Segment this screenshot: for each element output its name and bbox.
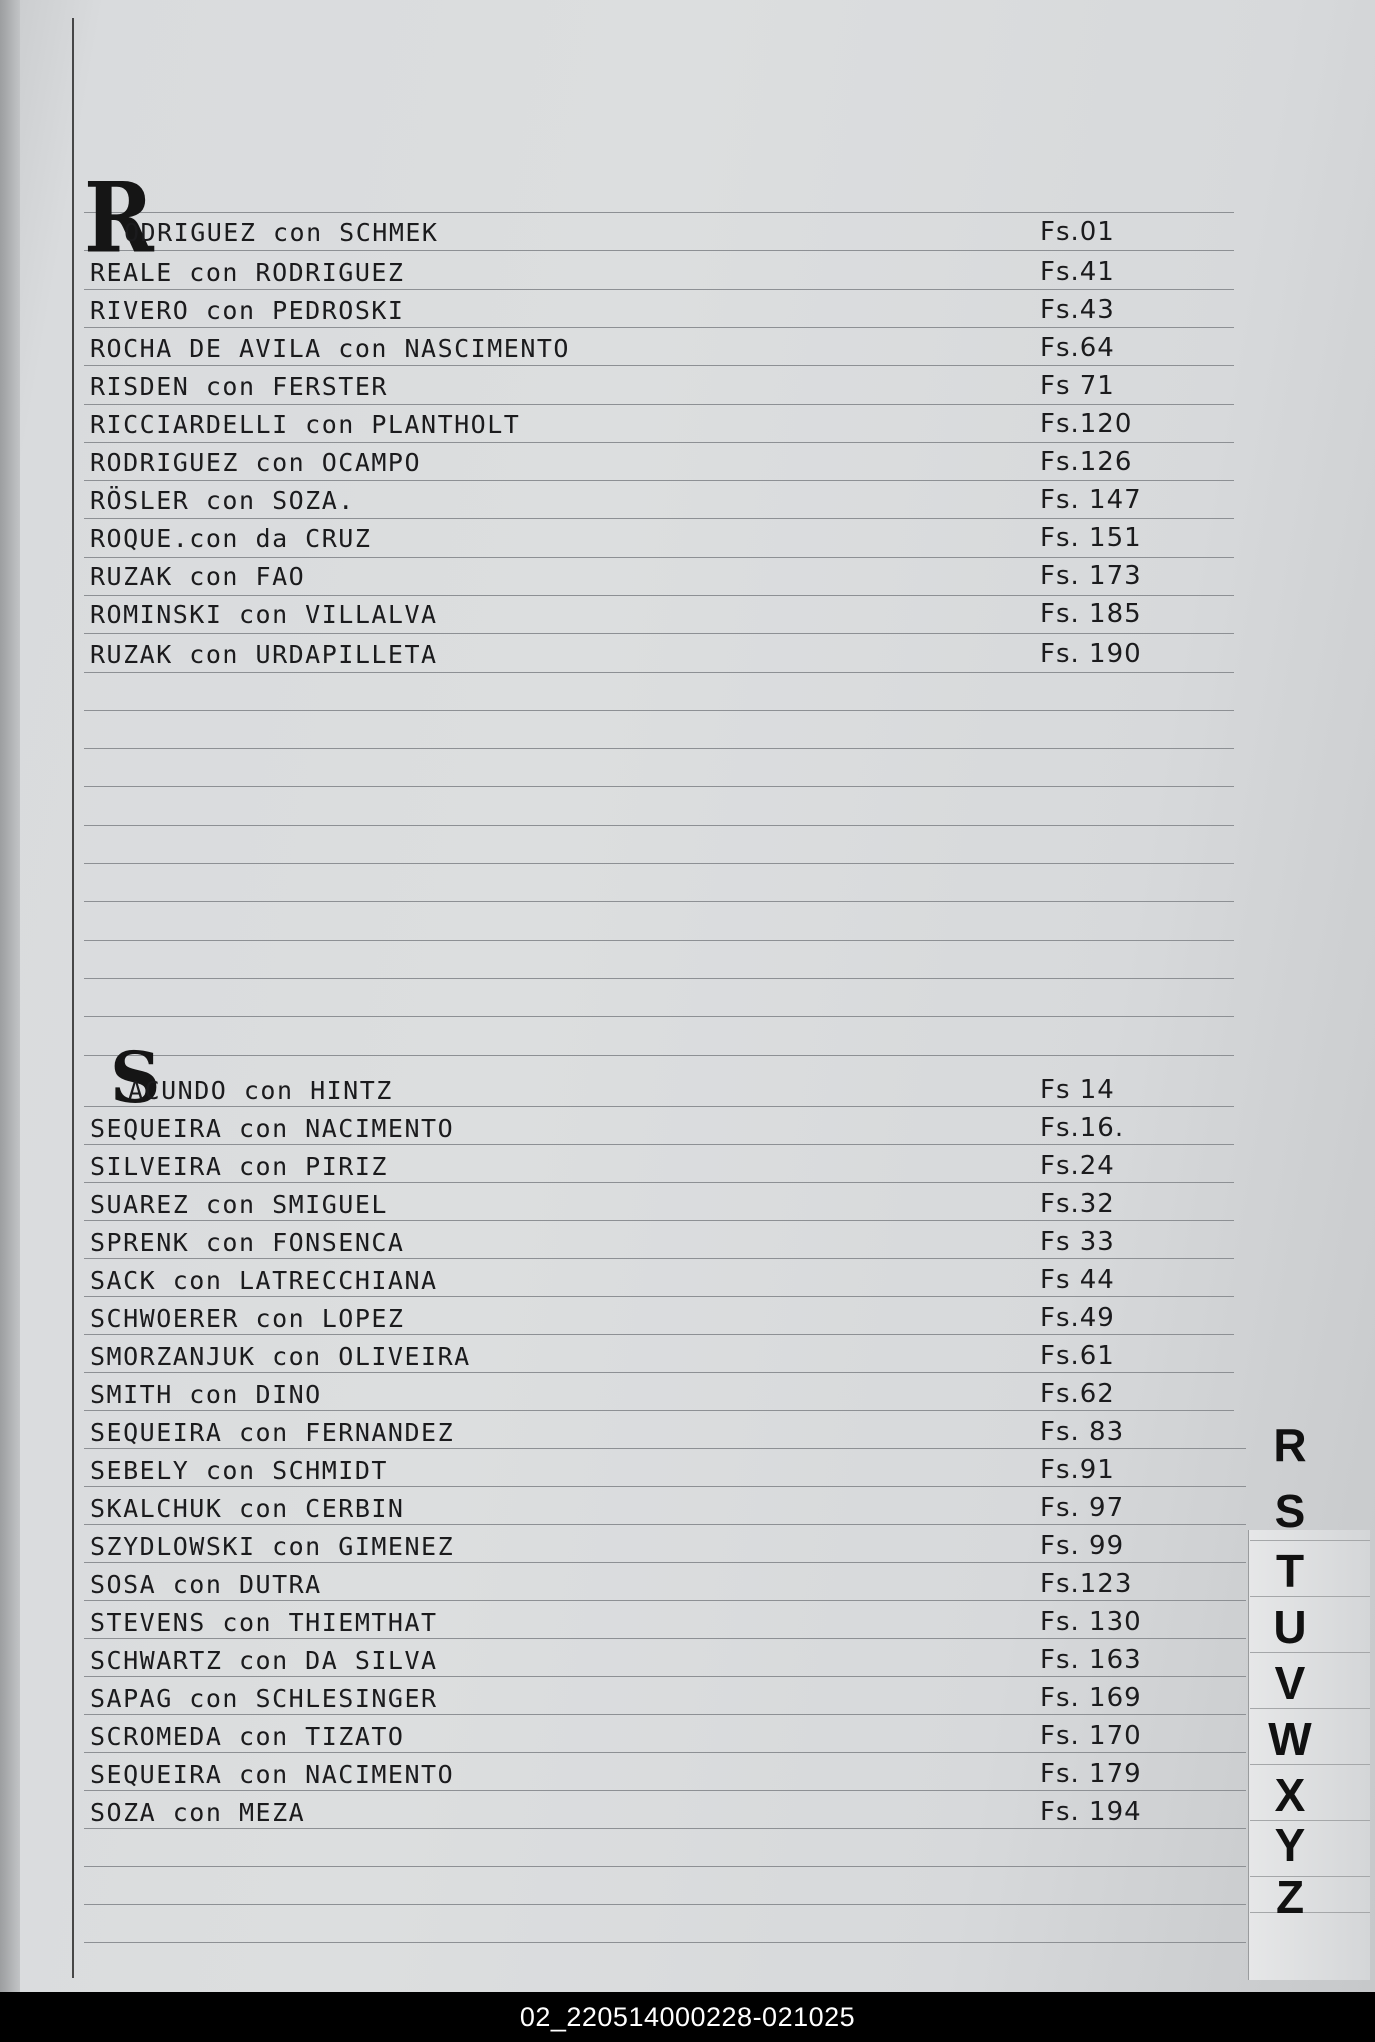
entry-name: SEQUEIRA con NACIMENTO <box>90 1760 455 1789</box>
ruled-line <box>84 1904 1246 1905</box>
entry-folio: Fs.61 <box>1040 1341 1115 1371</box>
ruled-line <box>84 480 1234 481</box>
index-entry <box>0 1756 1240 1790</box>
ruled-line <box>84 1410 1234 1411</box>
ruled-line <box>84 1942 1246 1943</box>
entry-folio: Fs.24 <box>1040 1151 1115 1181</box>
entry-folio: Fs. 97 <box>1040 1493 1125 1523</box>
ruled-line <box>84 1144 1234 1145</box>
index-entry <box>0 1718 1240 1752</box>
entry-folio: Fs.62 <box>1040 1379 1115 1409</box>
section-initial-s: S <box>110 1036 161 1119</box>
entry-folio: Fs 44 <box>1040 1265 1115 1295</box>
entry-name: SPRENK con FONSENCA <box>90 1228 405 1257</box>
scan-id-footer: 02_220514000228-021025 <box>0 1992 1375 2042</box>
entry-folio: Fs 71 <box>1040 371 1115 401</box>
entry-name: SEBELY con SCHMIDT <box>90 1456 388 1485</box>
index-entry <box>0 1642 1240 1676</box>
entry-name: ROMINSKI con VILLALVA <box>90 600 438 629</box>
index-entry <box>0 1110 1240 1144</box>
entry-folio: Fs. 173 <box>1040 561 1142 591</box>
ruled-line <box>84 672 1234 673</box>
ruled-line <box>84 1828 1246 1829</box>
ruled-line <box>84 289 1234 290</box>
entry-name: ODRIGUEZ con SCHMEK <box>124 218 439 247</box>
index-tab-y[interactable]: Y <box>1274 1819 1306 1871</box>
ruled-line <box>84 748 1234 749</box>
ruled-line <box>84 786 1234 787</box>
ruled-line <box>84 365 1234 366</box>
index-entry <box>0 1224 1240 1258</box>
index-entry <box>0 1300 1240 1334</box>
index-entry <box>0 1490 1240 1524</box>
entry-name: SILVEIRA con PIRIZ <box>90 1152 388 1181</box>
ruled-line <box>84 978 1234 979</box>
entry-name: SZYDLOWSKI con GIMENEZ <box>90 1532 455 1561</box>
index-tab-x[interactable]: X <box>1274 1769 1306 1821</box>
ruled-line <box>84 1562 1246 1563</box>
index-entry <box>0 1338 1240 1372</box>
ruled-line <box>84 710 1234 711</box>
index-entry <box>0 1680 1240 1714</box>
entry-folio: Fs.91 <box>1040 1455 1115 1485</box>
index-tab-z[interactable]: Z <box>1275 1871 1305 1923</box>
entry-folio: Fs. 147 <box>1040 485 1142 515</box>
ruled-line <box>84 1714 1246 1715</box>
ruled-line <box>84 901 1234 902</box>
entry-folio: Fs.43 <box>1040 295 1115 325</box>
entry-name: ACUNDO con HINTZ <box>128 1076 393 1105</box>
ruled-line <box>84 1524 1246 1525</box>
entry-folio: Fs.01 <box>1040 217 1115 247</box>
index-entry <box>0 1794 1240 1828</box>
entry-name: RISDEN con FERSTER <box>90 372 388 401</box>
entry-folio: Fs.41 <box>1040 257 1115 287</box>
entry-folio: Fs. 163 <box>1040 1645 1142 1675</box>
entry-folio: Fs. 179 <box>1040 1759 1142 1789</box>
index-entry <box>0 292 1240 326</box>
entry-name: SCHWOERER con LOPEZ <box>90 1304 405 1333</box>
entry-name: STEVENS con THIEMTHAT <box>90 1608 438 1637</box>
index-tab-u[interactable]: U <box>1273 1601 1307 1653</box>
index-entry <box>0 254 1240 288</box>
entry-name: SEQUEIRA con NACIMENTO <box>90 1114 455 1143</box>
ruled-line <box>84 1296 1234 1297</box>
entry-folio: Fs. 170 <box>1040 1721 1142 1751</box>
entry-name: SUAREZ con SMIGUEL <box>90 1190 388 1219</box>
index-entry <box>0 1604 1240 1638</box>
entry-name: SAPAG con SCHLESINGER <box>90 1684 438 1713</box>
ruled-line <box>84 518 1234 519</box>
index-entry <box>0 214 1240 248</box>
index-tab-w[interactable]: W <box>1268 1713 1312 1765</box>
tab-divider <box>1250 1540 1370 1541</box>
entry-name: RUZAK con FAO <box>90 562 306 591</box>
index-entry <box>0 1262 1240 1296</box>
ruled-line <box>84 327 1234 328</box>
index-entry <box>0 1414 1240 1448</box>
ruled-line <box>84 633 1234 634</box>
entry-name: SMITH con DINO <box>90 1380 322 1409</box>
entry-folio: Fs.123 <box>1040 1569 1133 1599</box>
entry-name: SMORZANJUK con OLIVEIRA <box>90 1342 471 1371</box>
ruled-line <box>84 1220 1234 1221</box>
entry-name: RÖSLER con SOZA. <box>90 486 355 515</box>
entry-name: SCROMEDA con TIZATO <box>90 1722 405 1751</box>
index-entry <box>0 444 1240 478</box>
entry-folio: Fs 33 <box>1040 1227 1115 1257</box>
entry-folio: Fs 14 <box>1040 1075 1115 1105</box>
ruled-line <box>84 863 1234 864</box>
ruled-line <box>84 1790 1246 1791</box>
ruled-line <box>84 404 1234 405</box>
ruled-line <box>84 1752 1246 1753</box>
entry-name: SEQUEIRA con FERNANDEZ <box>90 1418 455 1447</box>
entry-name: RIVERO con PEDROSKI <box>90 296 405 325</box>
ruled-line <box>84 1106 1234 1107</box>
entry-folio: Fs. 130 <box>1040 1607 1142 1637</box>
entry-folio: Fs.126 <box>1040 447 1133 477</box>
ruled-line <box>84 1372 1234 1373</box>
ruled-line <box>84 1016 1234 1017</box>
ruled-line <box>84 212 1234 213</box>
index-entry <box>0 1452 1240 1486</box>
entry-name: RUZAK con URDAPILLETA <box>90 640 438 669</box>
section-initial-r: R <box>84 160 154 275</box>
entry-folio: Fs. 83 <box>1040 1417 1125 1447</box>
entry-name: ROQUE.con da CRUZ <box>90 524 372 553</box>
index-tab-t[interactable]: T <box>1275 1545 1305 1597</box>
ruled-line <box>84 442 1234 443</box>
entry-name: REALE con RODRIGUEZ <box>90 258 405 287</box>
ruled-line <box>84 1600 1246 1601</box>
index-tab-s[interactable]: S <box>1274 1485 1306 1537</box>
entry-name: ROCHA DE AVILA con NASCIMENTO <box>90 334 570 363</box>
ruled-line <box>84 1334 1234 1335</box>
entry-folio: Fs. 151 <box>1040 523 1142 553</box>
entry-folio: Fs. 194 <box>1040 1797 1142 1827</box>
ruled-line <box>84 1638 1246 1639</box>
entry-folio: Fs.32 <box>1040 1189 1115 1219</box>
index-entry <box>0 596 1240 630</box>
entry-name: SKALCHUK con CERBIN <box>90 1494 405 1523</box>
index-entry <box>0 330 1240 364</box>
ruled-line <box>84 1486 1246 1487</box>
entry-name: SOSA con DUTRA <box>90 1570 322 1599</box>
index-entry <box>0 1528 1240 1562</box>
index-entry <box>0 406 1240 440</box>
entry-folio: Fs.49 <box>1040 1303 1115 1333</box>
entry-name: SOZA con MEZA <box>90 1798 306 1827</box>
ruled-line <box>84 1182 1234 1183</box>
entry-name: RODRIGUEZ con OCAMPO <box>90 448 422 477</box>
index-entry <box>0 1566 1240 1600</box>
index-entry <box>0 1376 1240 1410</box>
ruled-line <box>84 1448 1246 1449</box>
ruled-line <box>84 940 1234 941</box>
index-entry <box>0 1148 1240 1182</box>
entry-folio: Fs. 185 <box>1040 599 1142 629</box>
index-entry <box>0 1072 1240 1106</box>
entry-folio: Fs. 99 <box>1040 1531 1125 1561</box>
ruled-line <box>84 825 1234 826</box>
ruled-line <box>84 1866 1246 1867</box>
entry-folio: Fs.64 <box>1040 333 1115 363</box>
ruled-line <box>84 1676 1246 1677</box>
entry-name: SACK con LATRECCHIANA <box>90 1266 438 1295</box>
ruled-line <box>84 1258 1234 1259</box>
index-tab-v[interactable]: V <box>1274 1657 1306 1709</box>
index-entry <box>0 482 1240 516</box>
index-tab-r[interactable]: R <box>1273 1419 1307 1471</box>
entry-folio: Fs.120 <box>1040 409 1133 439</box>
entry-folio: Fs. 190 <box>1040 639 1142 669</box>
entry-folio: Fs.16. <box>1040 1113 1125 1143</box>
index-entry <box>0 636 1240 670</box>
entry-folio: Fs. 169 <box>1040 1683 1142 1713</box>
entry-name: SCHWARTZ con DA SILVA <box>90 1646 438 1675</box>
index-entry <box>0 368 1240 402</box>
index-entry <box>0 520 1240 554</box>
index-entry <box>0 558 1240 592</box>
ruled-line <box>84 250 1234 251</box>
index-entry <box>0 1186 1240 1220</box>
entry-name: RICCIARDELLI con PLANTHOLT <box>90 410 521 439</box>
ruled-line <box>84 1055 1234 1056</box>
